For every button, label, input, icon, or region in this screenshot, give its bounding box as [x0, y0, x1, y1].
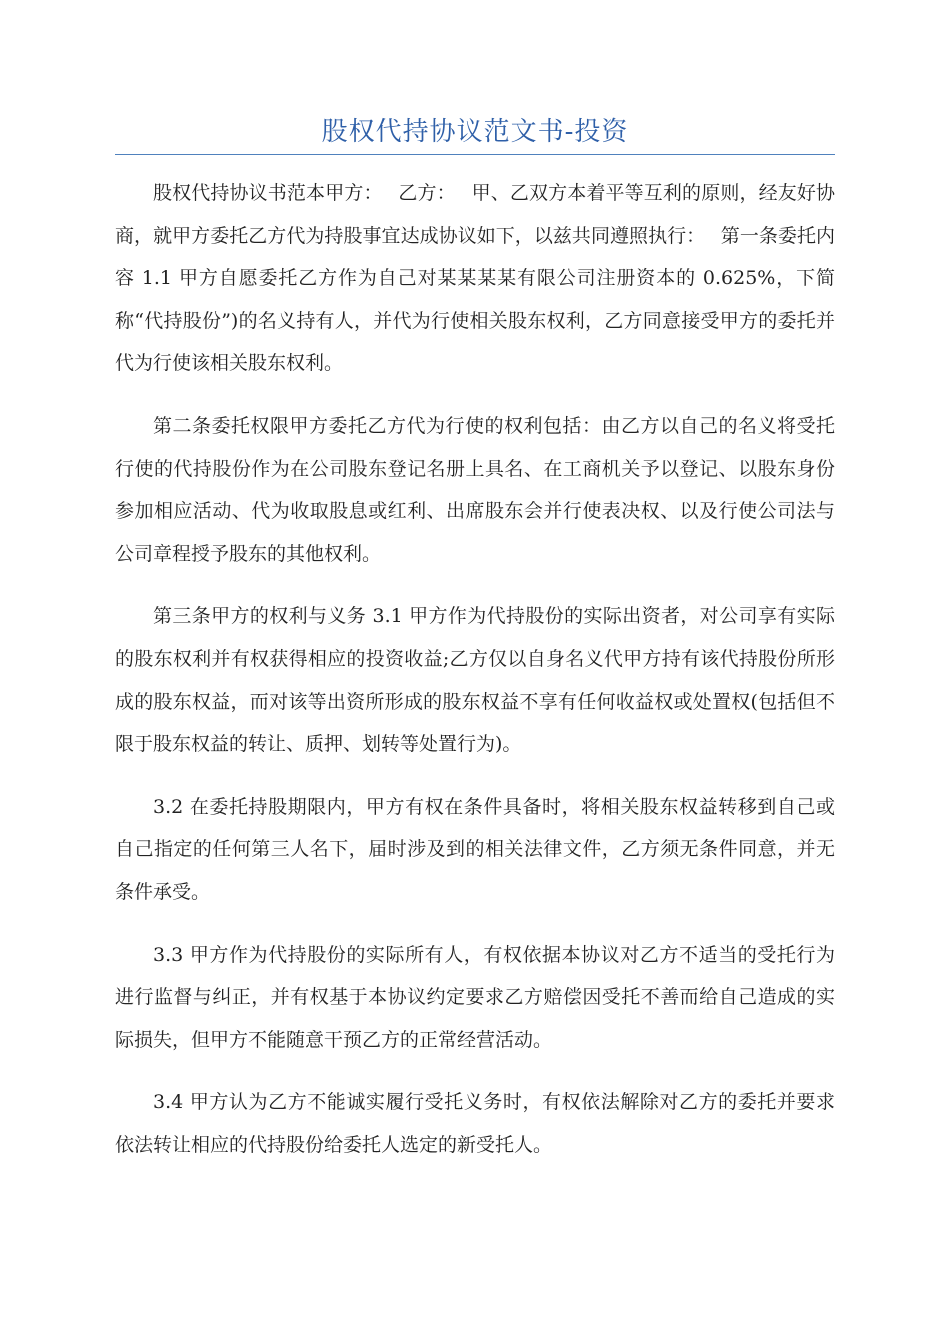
paragraph-5: 3.3 甲方作为代持股份的实际所有人，有权依据本协议对乙方不适当的受托行为进行监督与纠正，并有权基于本协议约定要求乙方赔偿因受托不善而给自己造成的实际损失，但甲方不能随意干预乙方的正常经营活动。: [115, 943, 835, 1051]
paragraph-3: 第三条甲方的权利与义务 3.1 甲方作为代持股份的实际出资者，对公司享有实际的股东权利并有权获得相应的投资收益;乙方仅以自身名义代甲方持有该代持股份所形成的股东权益，而对该等出资所形成的股东权益不享有任何收益权或处置权(包括但不限于股东权益的转让、质押、划转等处置行为)。: [115, 605, 835, 756]
paragraph-6: 3.4 甲方认为乙方不能诚实履行受托义务时，有权依法解除对乙方的委托并要求依法转让相应的代持股份给委托人选定的新受托人。: [115, 1091, 835, 1156]
paragraph-4: 3.2 在委托持股期限内，甲方有权在条件具备时，将相关股东权益转移到自己或自己指定的任何第三人名下，届时涉及到的相关法律文件，乙方须无条件同意，并无条件承受。: [115, 795, 835, 903]
document-title: 股权代持协议范文书-投资: [321, 117, 629, 147]
title-underline: [115, 154, 835, 155]
document-body: [115, 172, 835, 1186]
paragraph-2: 第二条委托权限甲方委托乙方代为行使的权利包括：由乙方以自己的名义将受托行使的代持股份作为在公司股东登记名册上具名、在工商机关予以登记、以股东身份参加相应活动、代为收取股息或红利、出席股东会并行使表决权、以及行使公司法与公司章程授予股东的其他权利。: [115, 414, 835, 565]
paragraph-1: 股权代持协议书范本甲方： 乙方： 甲、乙双方本着平等互利的原则，经友好协商，就甲方委托乙方代为持股事宜达成协议如下，以兹共同遵照执行： 第一条委托内容 1.1 甲方自愿委托乙方作为自己对某某某某有限公司注册资本的 0.625%，下简称“代持股份”)的名义持有人，并代为行使相关股东权利，乙方同意接受甲方的委托并代为行使该相关股东权利。: [115, 182, 835, 375]
